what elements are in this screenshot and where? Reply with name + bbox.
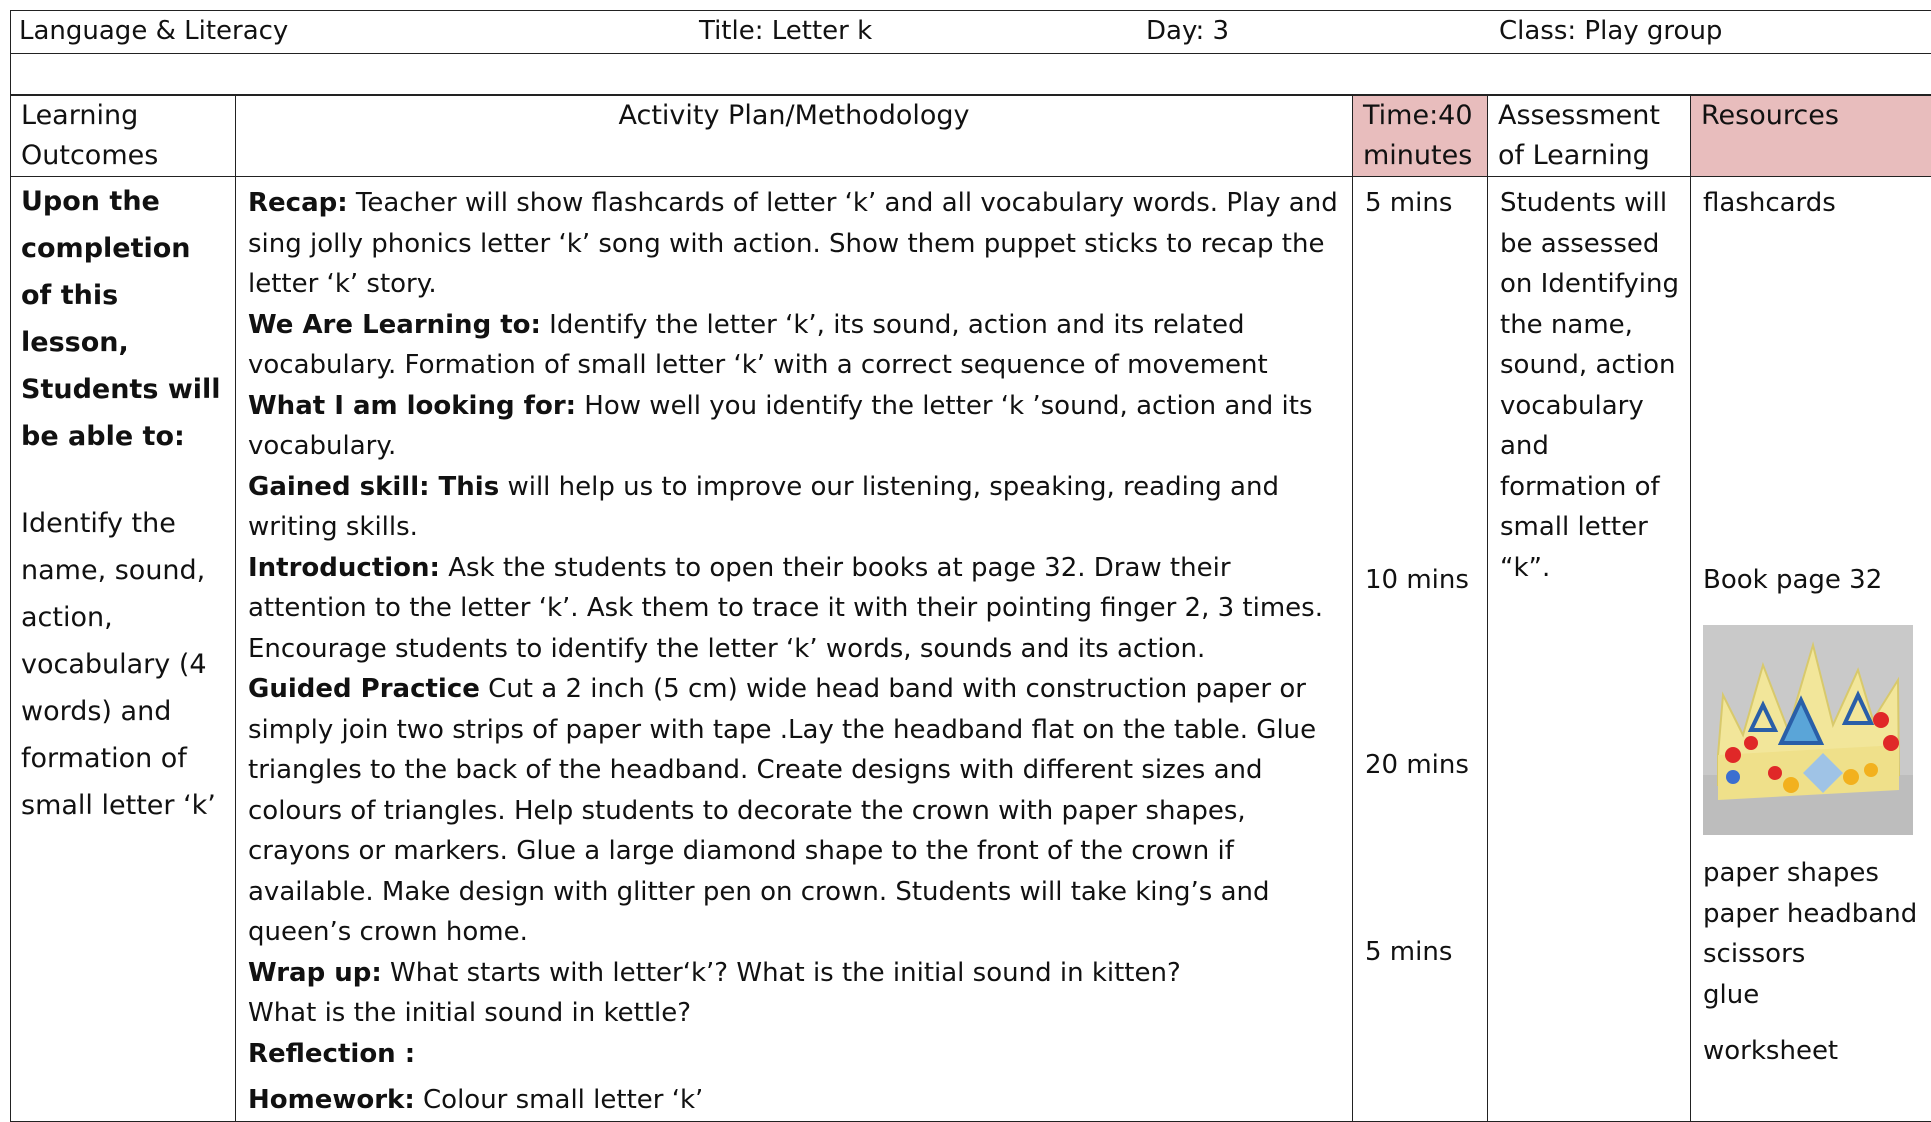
time-guided: 20 mins xyxy=(1353,739,1481,786)
lesson-title: Title: Letter k xyxy=(699,16,872,46)
resource-flashcards: flashcards xyxy=(1691,177,1848,224)
intro-para: Introduction: Ask the students to open their books at page 32. Draw their attention to the letter ‘k’. Ask them to trace it with their pointing finger 2, 3 times. Encourage students to identify the letter ‘k’ words, sounds and its action. xyxy=(248,548,1340,670)
col-assessment-header: Assessment of Learning xyxy=(1488,96,1691,177)
resource-worksheet: worksheet xyxy=(1691,1025,1850,1072)
assessment-text: Students will be assessed on Identifying the name, sound, action vocabulary and formation of small letter “k”. xyxy=(1488,177,1690,588)
walt-para: We Are Learning to: Identify the letter ‘k’, its sound, action and its related vocabulary. Formation of small letter ‘k’ with a correct sequence of movement xyxy=(248,305,1340,386)
resources-cell xyxy=(1691,177,1931,1122)
reflection-label: Reflection : xyxy=(248,1034,1340,1075)
time-intro: 10 mins xyxy=(1353,554,1481,601)
lesson-plan-sheet xyxy=(10,10,1931,1122)
wrap-para: Wrap up: What starts with letter‘k’? What is the initial sound in kitten? xyxy=(248,953,1340,994)
resource-list xyxy=(1691,847,1929,1015)
activity-text xyxy=(236,177,1352,1121)
outcomes-lead: Upon the completion of this lesson, Students will be able to: xyxy=(11,177,235,460)
outcomes-body: Identify the name, sound, action, vocabulary (4 words) and formation of small letter ‘k’ xyxy=(11,500,235,829)
skill-para: Gained skill: This will help us to improve our listening, speaking, reading and writing skills. xyxy=(248,467,1340,548)
homework-para: Homework: Colour small letter ‘k’ xyxy=(248,1080,1340,1121)
header-bar xyxy=(10,10,1931,54)
assessment-cell xyxy=(1488,177,1691,1122)
resource-paper-shapes: paper shapes xyxy=(1703,853,1917,894)
col-resources-header: Resources xyxy=(1691,96,1931,177)
resource-scissors: scissors xyxy=(1703,934,1917,975)
resource-glue: glue xyxy=(1703,975,1917,1016)
time-wrap: 5 mins xyxy=(1353,926,1464,973)
col-activity-header: Activity Plan/Methodology xyxy=(236,96,1353,177)
time-recap: 5 mins xyxy=(1353,177,1464,224)
outcomes-cell xyxy=(11,177,236,1122)
content-row xyxy=(11,177,1931,1122)
guided-para: Guided Practice Cut a 2 inch (5 cm) wide head band with construction paper or simply join two strips of paper with tape .Lay the headband flat on the table. Glue triangles to the back of the headband. Create designs with different sizes and colours of triangles. Help students to decorate the crown with paper shapes, crayons or markers. Glue a large diamond shape to the front of the crown if available. Make design with glitter pen on crown. Students will take king’s and queen’s crown home. xyxy=(248,669,1340,953)
subject-label: Language & Literacy xyxy=(19,16,288,46)
blank-row xyxy=(10,54,1931,95)
day-label: Day: 3 xyxy=(1146,16,1229,46)
class-label: Class: Play group xyxy=(1499,16,1722,46)
lesson-table xyxy=(10,95,1931,1122)
resource-paper-headband: paper headband xyxy=(1703,894,1917,935)
col-outcomes-header: Learning Outcomes xyxy=(11,96,236,177)
activity-cell xyxy=(236,177,1353,1122)
time-cell xyxy=(1353,177,1488,1122)
recap-para: Recap: Teacher will show flashcards of letter ‘k’ and all vocabulary words. Play and sing jolly phonics letter ‘k’ song with action. Show them puppet sticks to recap the letter ‘k’ story. xyxy=(248,183,1340,305)
col-time-header: Time:40 minutes xyxy=(1353,96,1488,177)
crown-photo xyxy=(1703,625,1913,835)
wrap-para-2: What is the initial sound in kettle? xyxy=(248,993,1340,1034)
wilf-para: What I am looking for: How well you identify the letter ‘k ’sound, action and its vocabulary. xyxy=(248,386,1340,467)
resource-book-page: Book page 32 xyxy=(1691,554,1894,601)
column-header-row xyxy=(11,96,1931,177)
